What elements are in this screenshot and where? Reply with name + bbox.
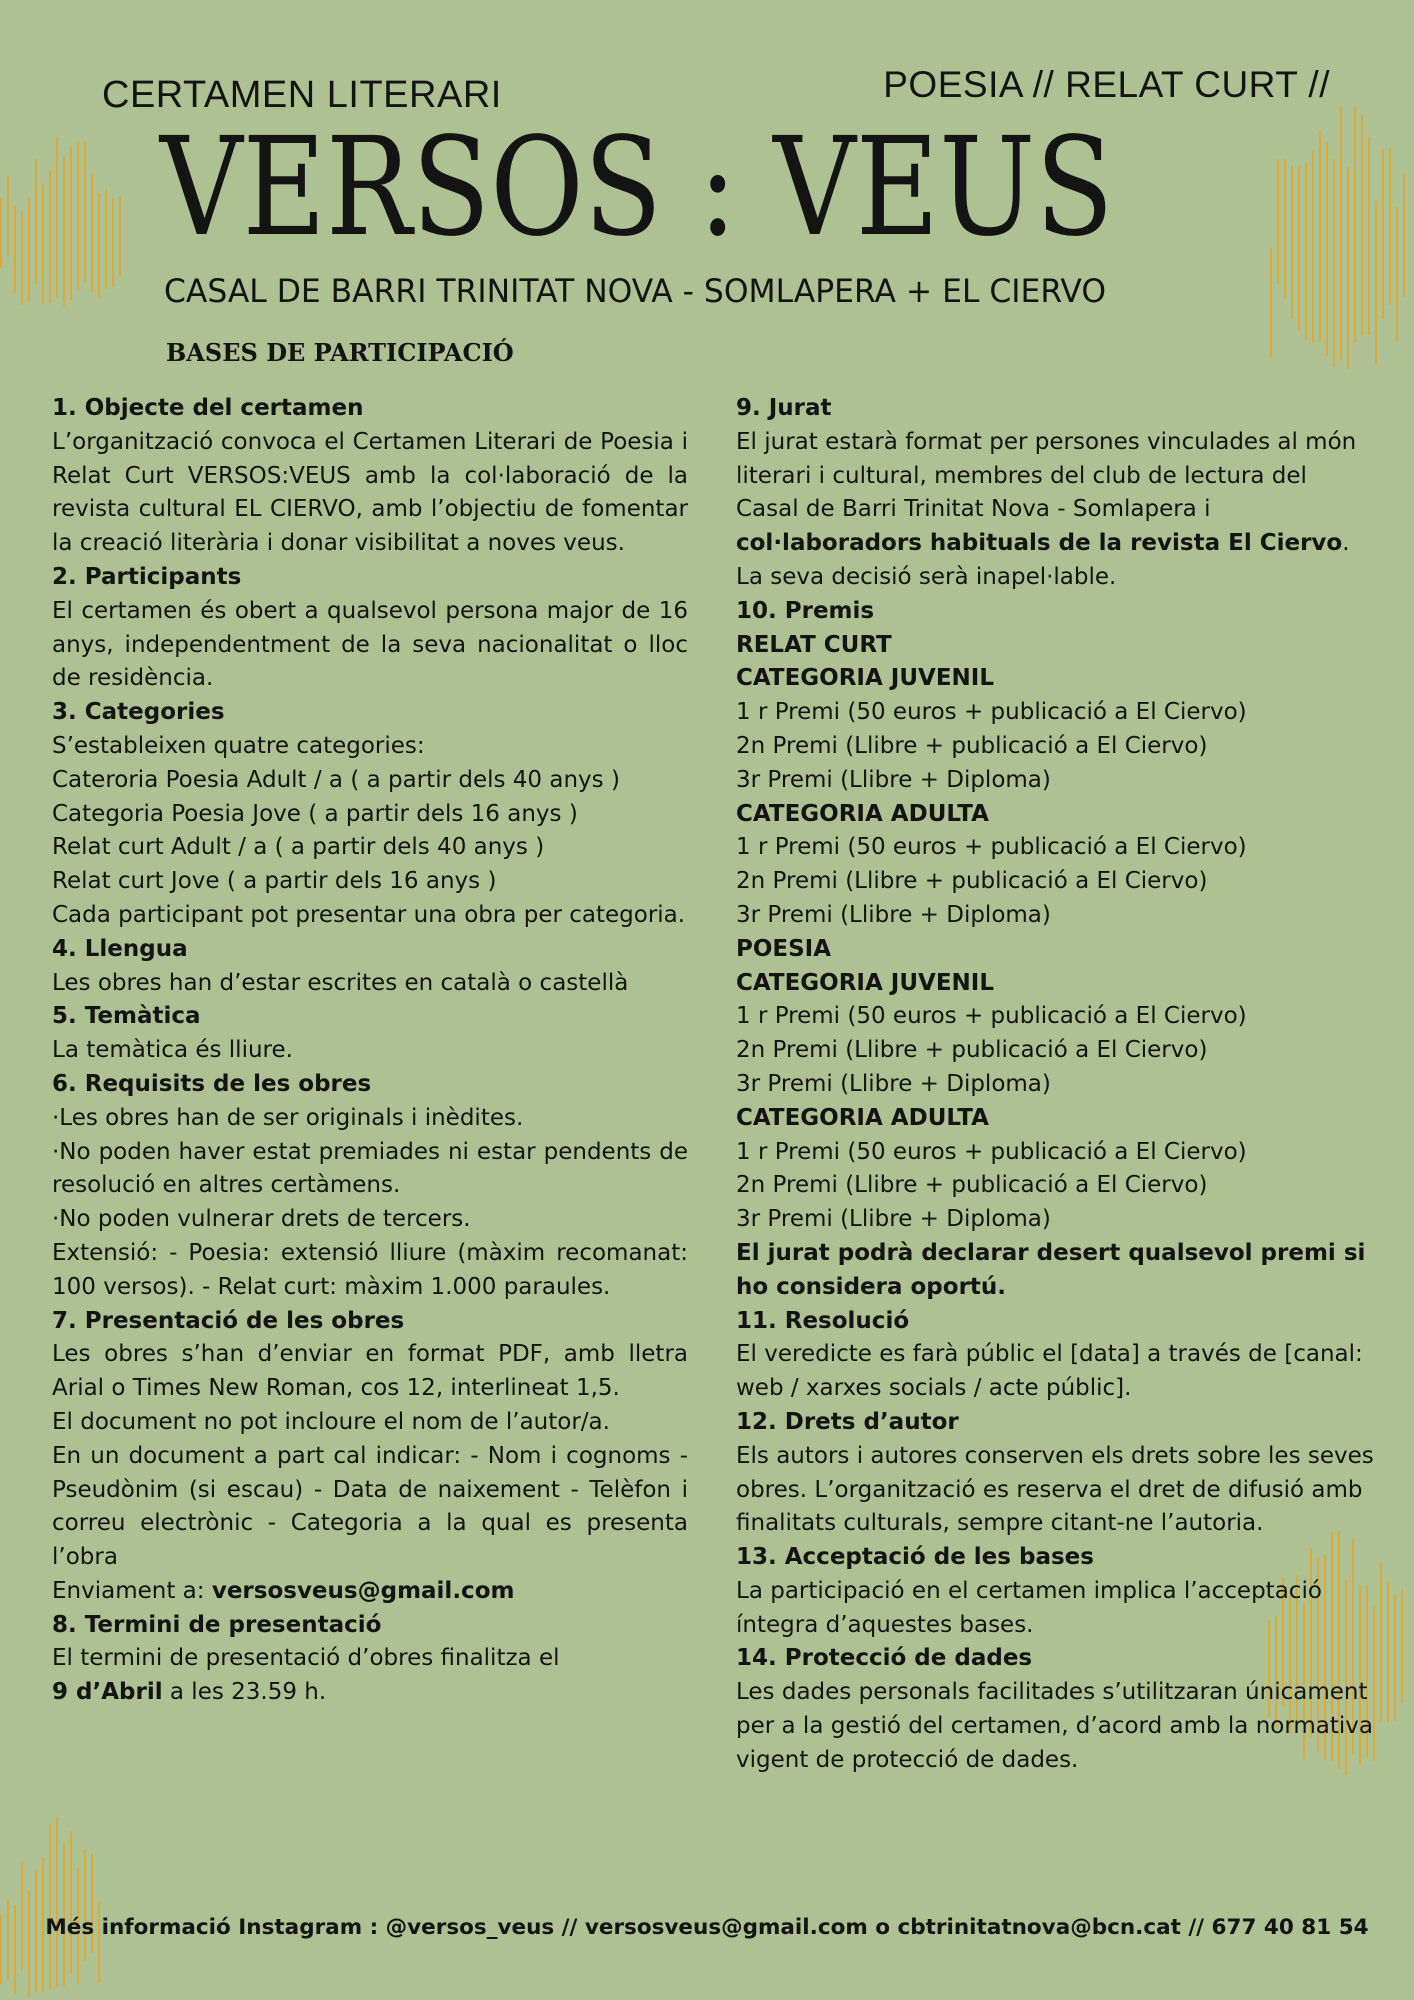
- wave-line: [1394, 1595, 1396, 1721]
- event-kicker: CERTAMEN LITERARI: [102, 74, 502, 116]
- prize-line: 1 r Premi (50 euros + publicació a El Ciervo): [736, 834, 1247, 861]
- wave-line: [119, 196, 121, 276]
- send-to-line: [52, 1575, 688, 1609]
- requirement-line: Extensió: - Poesia: extensió lliure (màxim recomanat: 100 versos). - Relat curt: màxim 1.000 paraules.: [52, 1239, 688, 1300]
- contact-footer: Més informació Instagram : @versos_veus // versosveus@gmail.com o cbtrinitatnova@bcn.cat // 677 40 81 54: [45, 1915, 1369, 1940]
- prize-genre: RELAT CURT: [736, 631, 892, 658]
- wave-line: [0, 198, 2, 268]
- wave-line: [7, 175, 9, 257]
- section-text: S’estableixen quatre categories:: [52, 732, 425, 759]
- soundwave-decoration-bottom-left: [0, 1800, 110, 2000]
- send-to-label: Enviament a:: [52, 1577, 212, 1604]
- section-text: El veredicte es farà públic el [data] a través de [canal: web / xarxes socials / acte públic].: [736, 1341, 1363, 1402]
- wave-line: [1382, 149, 1384, 319]
- prize-category: CATEGORIA ADULTA: [736, 1104, 989, 1131]
- prize-line: 1 r Premi (50 euros + publicació a El Ciervo): [736, 1138, 1247, 1165]
- organizers-subtitle: CASAL DE BARRI TRINITAT NOVA - SOMLAPERA + EL CIERVO: [164, 272, 1107, 310]
- section-text: La seva decisió serà inapel·lable.: [736, 563, 1117, 590]
- wave-line: [1277, 159, 1279, 284]
- wave-line: [77, 141, 79, 291]
- wave-line: [1284, 159, 1286, 299]
- section-text: La temàtica és lliure.: [52, 1037, 293, 1064]
- prize-category: CATEGORIA JUVENIL: [736, 969, 995, 996]
- wave-line: [1270, 248, 1272, 357]
- wave-line: [70, 1831, 72, 1973]
- section-heading: 5. Temàtica: [52, 1003, 201, 1030]
- wave-line: [1375, 201, 1377, 364]
- jury-note: El jurat podrà declarar desert qualsevol premi si ho considera oportú.: [736, 1239, 1366, 1300]
- wave-line: [1291, 166, 1293, 319]
- requirement-line: ·No poden haver estat premiades ni estar pendents de resolució en altres certàmens.: [52, 1138, 688, 1199]
- section-heading: 10. Premis: [736, 597, 875, 624]
- left-column: [52, 392, 688, 1710]
- prize-category: CATEGORIA JUVENIL: [736, 665, 995, 692]
- page-title: VERSOS : VEUS: [160, 109, 1114, 267]
- section-text: El certamen és obert a qualsevol persona major de 16 anys, independentment de la seva nacionalitat o lloc de residència.: [52, 597, 688, 692]
- wave-line: [1368, 137, 1370, 335]
- wave-line: [98, 193, 100, 298]
- prize-line: 3r Premi (Llibre + Diploma): [736, 1070, 1051, 1097]
- section-heading: 1. Objecte del certamen: [52, 395, 364, 421]
- wave-line: [49, 1824, 51, 1989]
- prize-line: 2n Premi (Llibre + publicació a El Ciervo): [736, 1037, 1208, 1064]
- wave-line: [1305, 163, 1307, 340]
- deadline-line: [52, 1676, 688, 1710]
- wave-line: [84, 141, 86, 283]
- prize-line: 3r Premi (Llibre + Diploma): [736, 901, 1051, 928]
- section-text: Els autors i autores conserven els drets sobre les seves obres. L’organització es reserva el dret de difusió amb finalitats culturals, sempre citant-ne l’autoria.: [736, 1442, 1374, 1537]
- section-text: Les obres han d’estar escrites en català o castellà: [52, 969, 629, 996]
- prize-line: 3r Premi (Llibre + Diploma): [736, 766, 1051, 793]
- section-text: La participació en el certamen implica l’acceptació íntegra d’aquestes bases.: [736, 1577, 1322, 1638]
- prize-category: CATEGORIA ADULTA: [736, 800, 989, 827]
- section-text: Les obres s’han d’enviar en format PDF, amb lletra Arial o Times New Roman, cos 12, interlineat 1,5.: [52, 1341, 688, 1402]
- category-line: Relat curt Adult / a ( a partir dels 40 anys ): [52, 834, 545, 861]
- wave-line: [105, 190, 107, 289]
- soundwave-decoration-top-right: [1270, 60, 1414, 370]
- wave-line: [1387, 1581, 1389, 1722]
- section-text: Cada participant pot presentar una obra per categoria.: [52, 901, 686, 928]
- section-text: Les dades personals facilitades s’utilitzaran únicament per a la gestió del certamen, d’acord amb la normativa vigent de protecció de dades.: [736, 1679, 1374, 1773]
- wave-line: [42, 184, 44, 304]
- jury-collaborators: col·laboradors habituals de la revista El Ciervo: [736, 530, 1343, 557]
- category-line: Cateroria Poesia Adult / a ( a partir dels 40 anys ): [52, 766, 620, 793]
- genres-kicker: POESIA // RELAT CURT //: [883, 64, 1330, 105]
- section-heading: 2. Participants: [52, 563, 242, 590]
- category-line: Categoria Poesia Jove ( a partir dels 16 anys ): [52, 800, 578, 827]
- wave-line: [1354, 107, 1356, 343]
- deadline-date: 9 d’Abril: [52, 1679, 163, 1706]
- section-heading: 6. Requisits de les obres: [52, 1070, 372, 1097]
- deadline-time: a les 23.59 h.: [162, 1679, 327, 1706]
- wave-line: [1298, 166, 1300, 331]
- wave-line: [112, 198, 114, 287]
- jury-text: El jurat estarà format per persones vinculades al món literari i cultural, membres del club de lectura del Casal de Barri Trinitat Nova - Somlapera i: [736, 428, 1357, 523]
- wave-line: [1389, 148, 1391, 305]
- wave-line: [35, 159, 37, 284]
- wave-line: [56, 137, 58, 297]
- wave-line: [1361, 114, 1363, 335]
- right-column: [736, 392, 1376, 1778]
- submission-email: versosveus@gmail.com: [211, 1577, 515, 1604]
- wave-line: [21, 211, 23, 305]
- section-text: El document no pot incloure el nom de l’autor/a.: [52, 1408, 610, 1435]
- prize-line: 3r Premi (Llibre + Diploma): [736, 1206, 1051, 1233]
- wave-line: [56, 1817, 58, 1987]
- requirement-line: ·No poden vulnerar drets de tercers.: [52, 1206, 471, 1233]
- section-text: L’organització convoca el Certamen Literari de Poesia i Relat Curt VERSOS:VEUS amb la col·laboració de la revista cultural EL CIERVO, amb l’objectiu de fomentar la creació literària i donar visibilitat a noves veus.: [52, 428, 688, 557]
- wave-line: [1333, 159, 1335, 367]
- wave-line: [1326, 142, 1328, 356]
- wave-line: [1319, 130, 1321, 342]
- wave-line: [49, 170, 51, 303]
- section-text: El termini de presentació d’obres finalitza el: [52, 1645, 560, 1672]
- section-heading: 4. Llengua: [52, 935, 188, 962]
- wave-line: [70, 147, 72, 300]
- section-heading: 3. Categories: [52, 699, 225, 726]
- wave-line: [63, 156, 65, 307]
- wave-line: [1340, 107, 1342, 360]
- wave-line: [1403, 173, 1405, 297]
- wave-line: [1396, 207, 1398, 341]
- section-text: En un document a part cal indicar: - Nom i cognoms - Pseudònim (si escau) - Data de naixement - Telèfon i correu electrònic - Categoria a la qual es presenta l’obra: [52, 1442, 688, 1571]
- section-heading: 13. Acceptació de les bases: [736, 1544, 1094, 1571]
- category-line: Relat curt Jove ( a partir dels 16 anys ): [52, 868, 497, 895]
- section-text: [736, 426, 1376, 561]
- wave-line: [1380, 1563, 1382, 1722]
- prize-line: 2n Premi (Llibre + publicació a El Ciervo): [736, 732, 1208, 759]
- section-heading: 11. Resolució: [736, 1307, 910, 1334]
- jury-period: .: [1342, 530, 1350, 557]
- prize-line: 1 r Premi (50 euros + publicació a El Ciervo): [736, 1003, 1247, 1030]
- wave-line: [1312, 151, 1314, 343]
- requirement-line: ·Les obres han de ser originals i inèdites.: [52, 1104, 524, 1131]
- prize-line: 2n Premi (Llibre + publicació a El Ciervo): [736, 1172, 1208, 1199]
- wave-line: [28, 197, 30, 301]
- section-heading: 9. Jurat: [736, 395, 832, 421]
- wave-line: [1401, 1590, 1403, 1703]
- wave-line: [14, 206, 16, 294]
- prize-line: 2n Premi (Llibre + publicació a El Ciervo): [736, 868, 1208, 895]
- section-label: BASES DE PARTICIPACIÓ: [166, 338, 514, 367]
- section-heading: 8. Termini de presentació: [52, 1611, 382, 1638]
- prize-line: 1 r Premi (50 euros + publicació a El Ciervo): [736, 699, 1247, 726]
- prize-genre: POESIA: [736, 935, 832, 962]
- wave-line: [84, 1849, 86, 1961]
- wave-line: [91, 173, 93, 292]
- section-heading: 14. Protecció de dades: [736, 1645, 1033, 1672]
- soundwave-decoration-top-left: [0, 110, 140, 310]
- wave-line: [28, 1890, 30, 1997]
- section-heading: 12. Drets d’autor: [736, 1408, 959, 1435]
- section-heading: 7. Presentació de les obres: [52, 1307, 405, 1334]
- wave-line: [1347, 167, 1349, 369]
